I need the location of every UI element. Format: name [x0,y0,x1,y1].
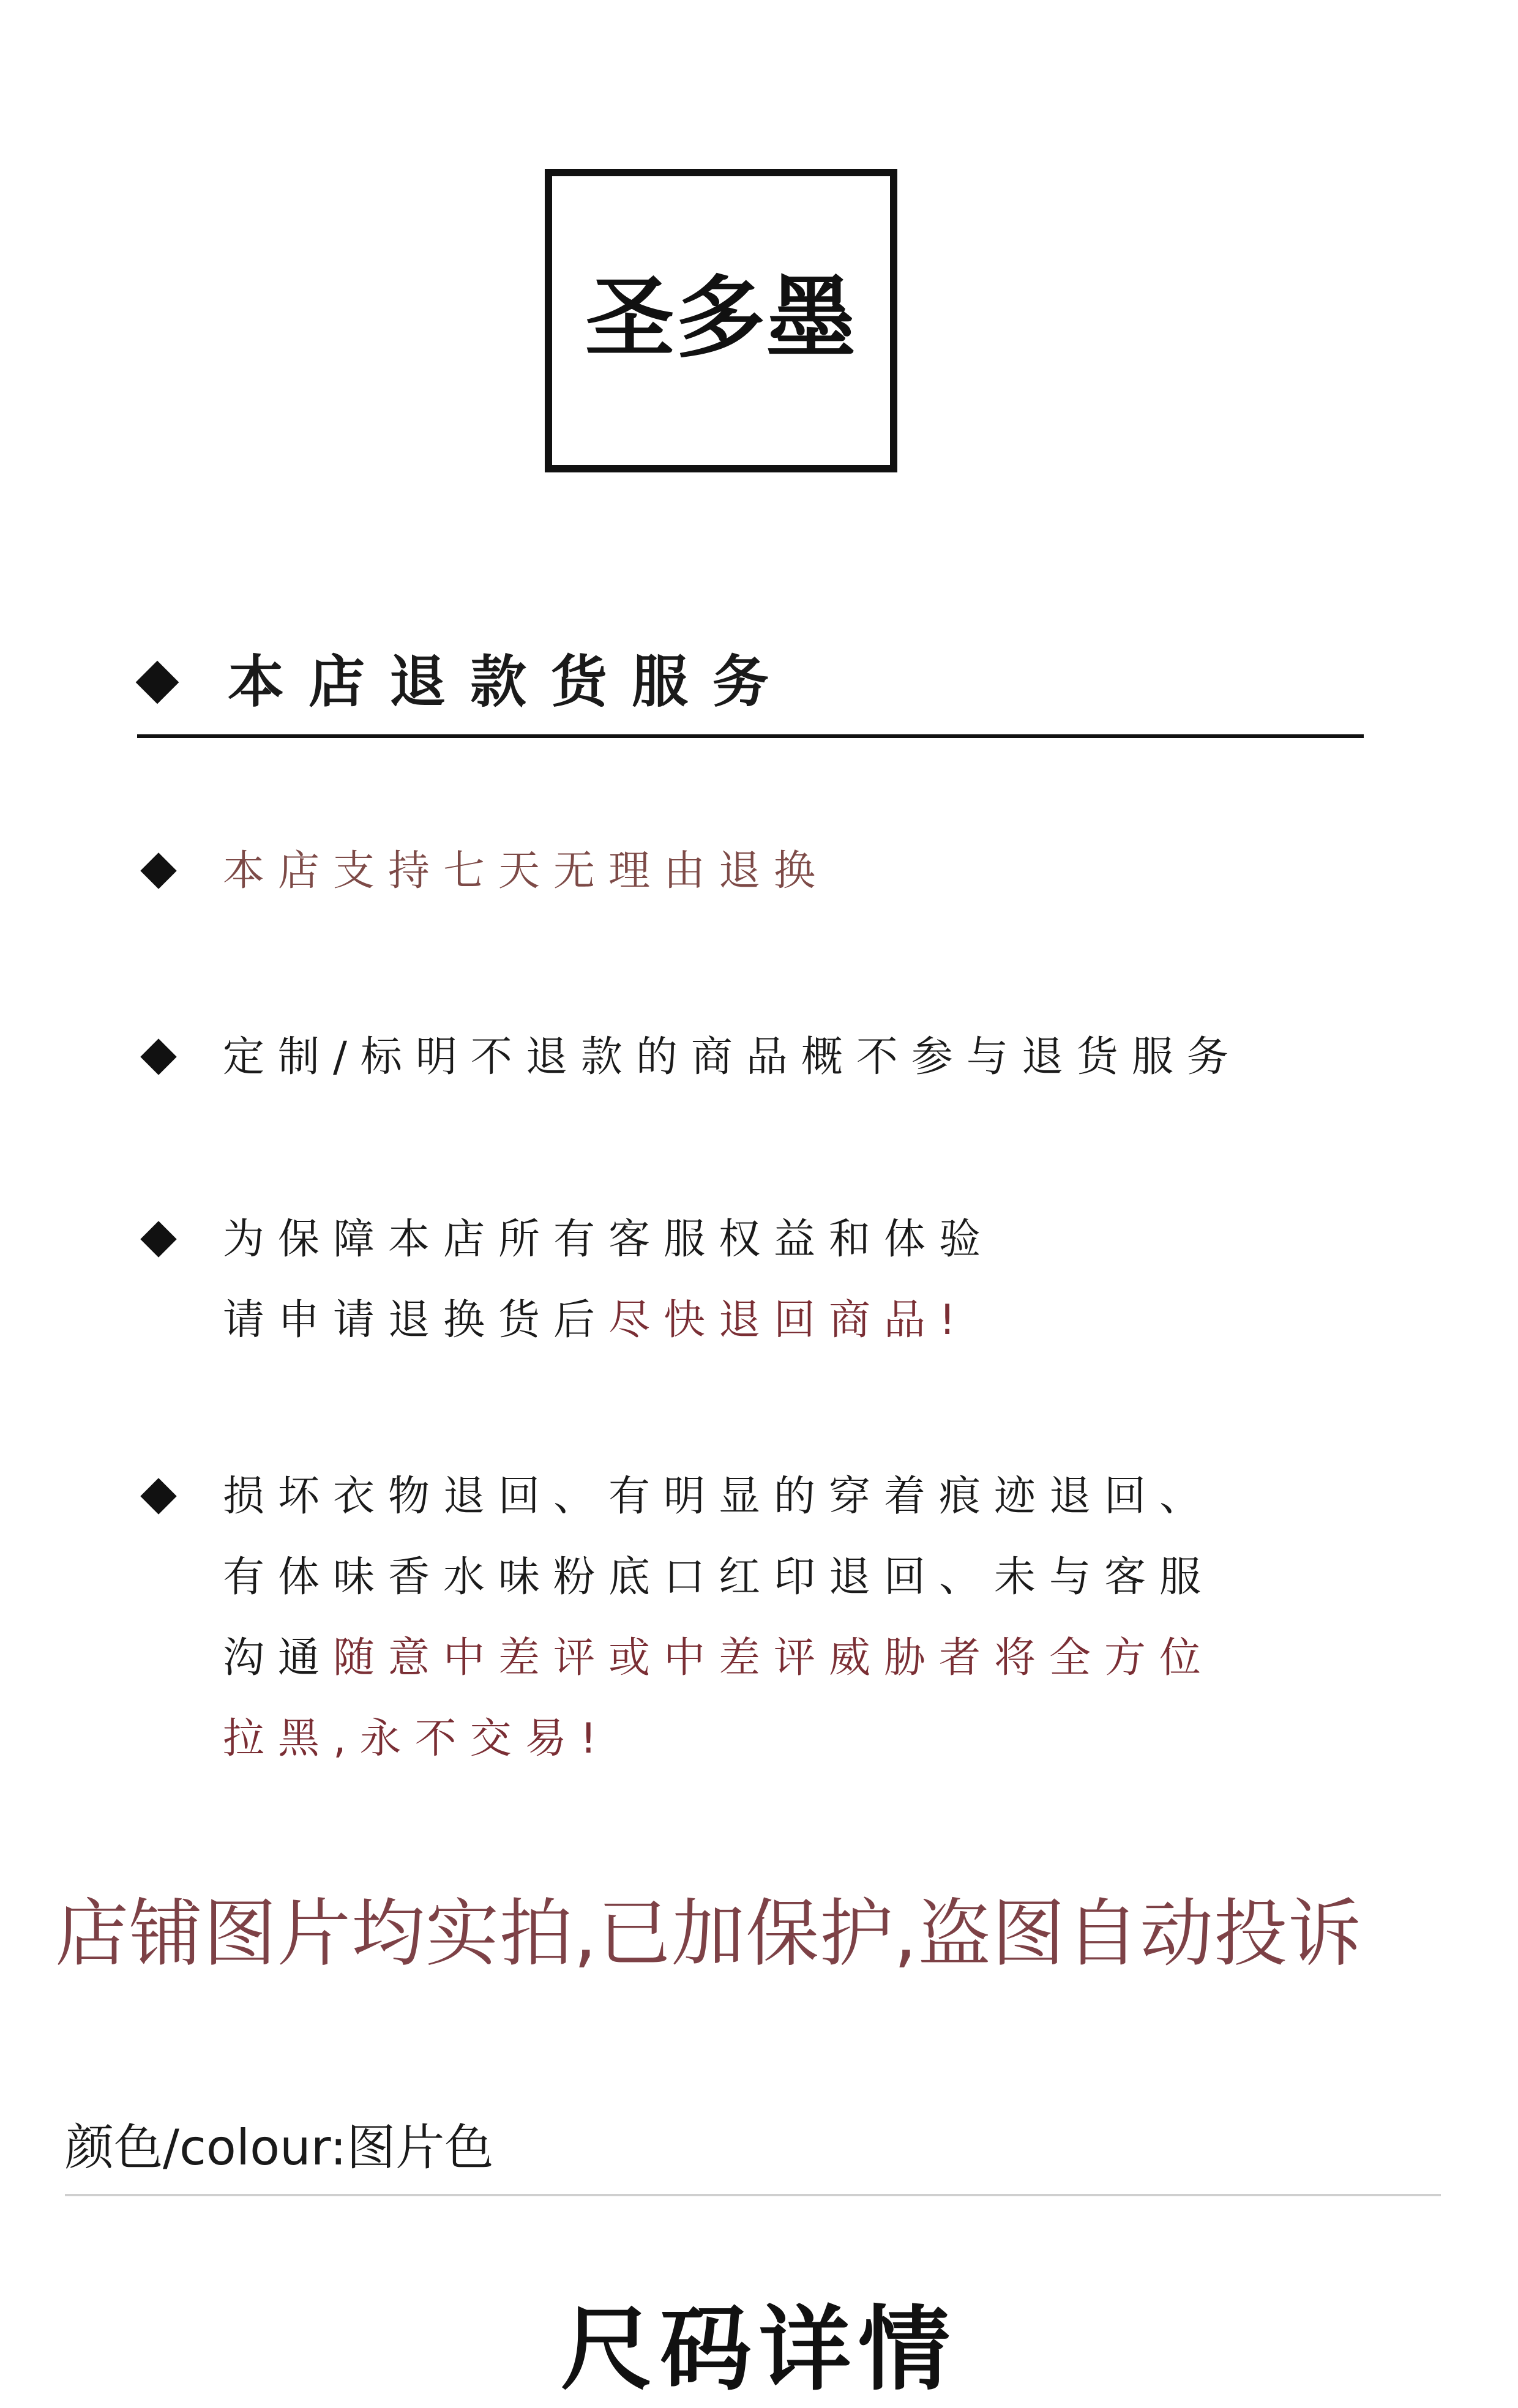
rule-item-1 [137,831,1410,912]
rule-item-3 [137,1199,1410,1361]
size-details-heading: 尺码详情 [560,2297,957,2403]
diamond-bullet-icon [140,852,176,889]
rule-segment: 定制/标明不退款的商品概不参与退货服务 [223,1033,1242,1081]
brand-logo-box [545,169,897,472]
rule-segment: 损坏衣物退回、有明显的穿着痕迹退回、 [223,1472,1215,1521]
rule-segment: 为保障本店所有客服权益和体验 [223,1215,995,1264]
rule-segment: 请申请退换货后 [223,1296,609,1344]
rule-text [223,831,829,912]
rule-segment: 有体味香水味粉底口红印退回、未与客服 [223,1553,1215,1601]
rule-item-2 [137,1017,1410,1098]
rule-item-4 [137,1456,1410,1780]
section-divider [137,734,1364,738]
rule-text [223,1017,1242,1098]
rule-segment: 本店支持七天无理由退换 [223,847,829,895]
brand-name: 圣多墨 [585,266,857,370]
diamond-bullet-icon [140,1038,176,1075]
rule-segment-highlight: 尽快退回商品! [608,1296,970,1344]
photo-protection-notice: 店铺图片均实拍,已加保护,盗图自动投诉 [55,1892,1363,1977]
section-title: 本店退款货服务 [228,649,794,715]
rule-segment-highlight: 拉黑,永不交易! [223,1715,610,1763]
color-divider [65,2194,1441,2196]
color-info: 颜色/colour:图片色 [65,2119,494,2176]
rule-text [223,1456,1214,1780]
diamond-bullet-icon [140,1478,176,1514]
diamond-bullet-icon [140,1221,176,1257]
section-header [137,643,1361,740]
rule-segment: 沟通 [223,1634,334,1682]
diamond-bullet-icon [136,661,179,704]
rule-text [223,1199,994,1361]
rule-segment-highlight: 随意中差评或中差评威胁者将全方位 [333,1634,1215,1682]
